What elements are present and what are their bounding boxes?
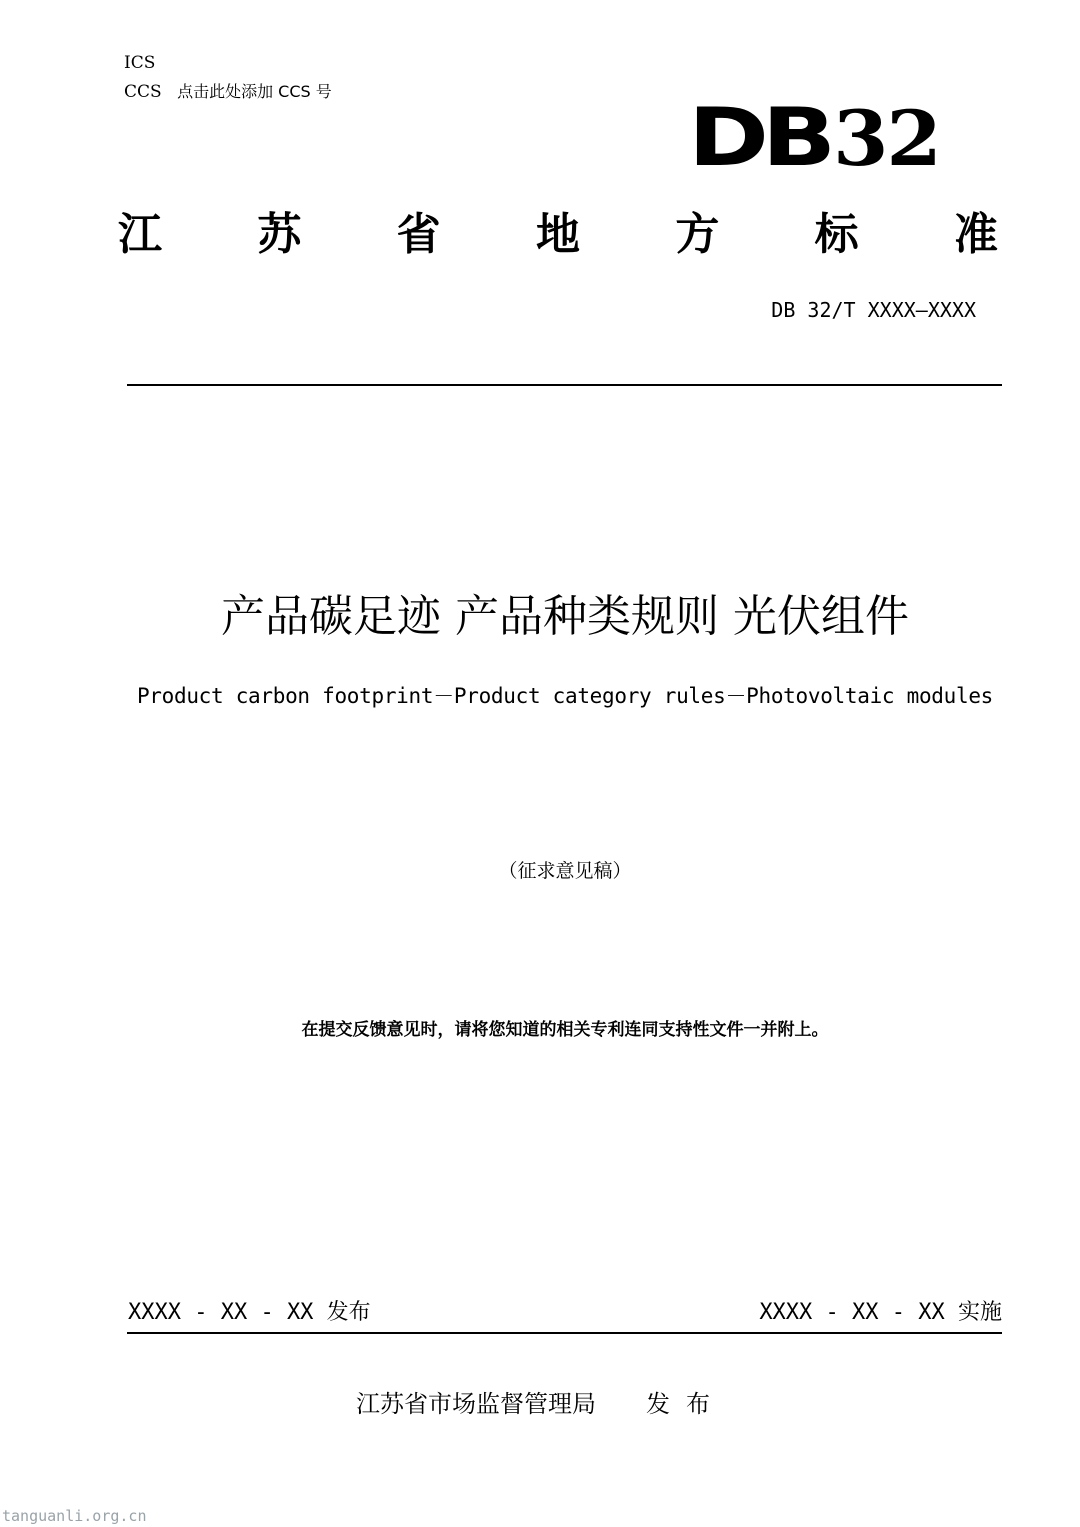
ccs-row [124,81,332,103]
db32-logo [688,91,941,185]
publish-date: XXXX - XX - XX 发布 [128,1300,371,1325]
standard-title-char: 标 [814,209,859,260]
watermark: tanguanli.org.cn [2,1507,147,1525]
patent-notice: 在提交反馈意见时，请将您知道的相关专利连同支持性文件一并附上。 [301,1020,829,1040]
document-title-cn: 产品碳足迹 产品种类规则 光伏组件 [221,591,909,642]
standard-title-char: 地 [535,209,580,260]
implement-date: XXXX - XX - XX 实施 [759,1300,1002,1325]
ccs-hint-text[interactable]: 点击此处添加 CCS 号 [177,82,332,101]
header-divider [127,384,1002,386]
standard-number: DB 32/T XXXX—XXXX [771,298,976,322]
standard-title-char: 省 [396,209,441,260]
standard-title-char: 苏 [257,209,302,260]
document-title-en: Product carbon footprint－Product category rules－Photovoltaic modules [136,684,994,708]
standard-title-char: 江 [118,209,162,260]
ccs-label: CCS [124,82,162,102]
issuer-line [356,1387,726,1421]
standard-title [118,207,998,263]
logo-code: 32 [833,94,941,183]
standard-title-char: 准 [953,209,998,260]
ics-label: ICS [124,53,156,73]
footer-divider [127,1332,1002,1334]
standard-title-char: 方 [675,209,720,260]
draft-label: （征求意见稿） [498,860,632,882]
issue-word: 发布 [646,1390,726,1418]
issuer-name: 江苏省市场监督管理局 [356,1390,596,1418]
logo-prefix: DB [688,91,829,184]
